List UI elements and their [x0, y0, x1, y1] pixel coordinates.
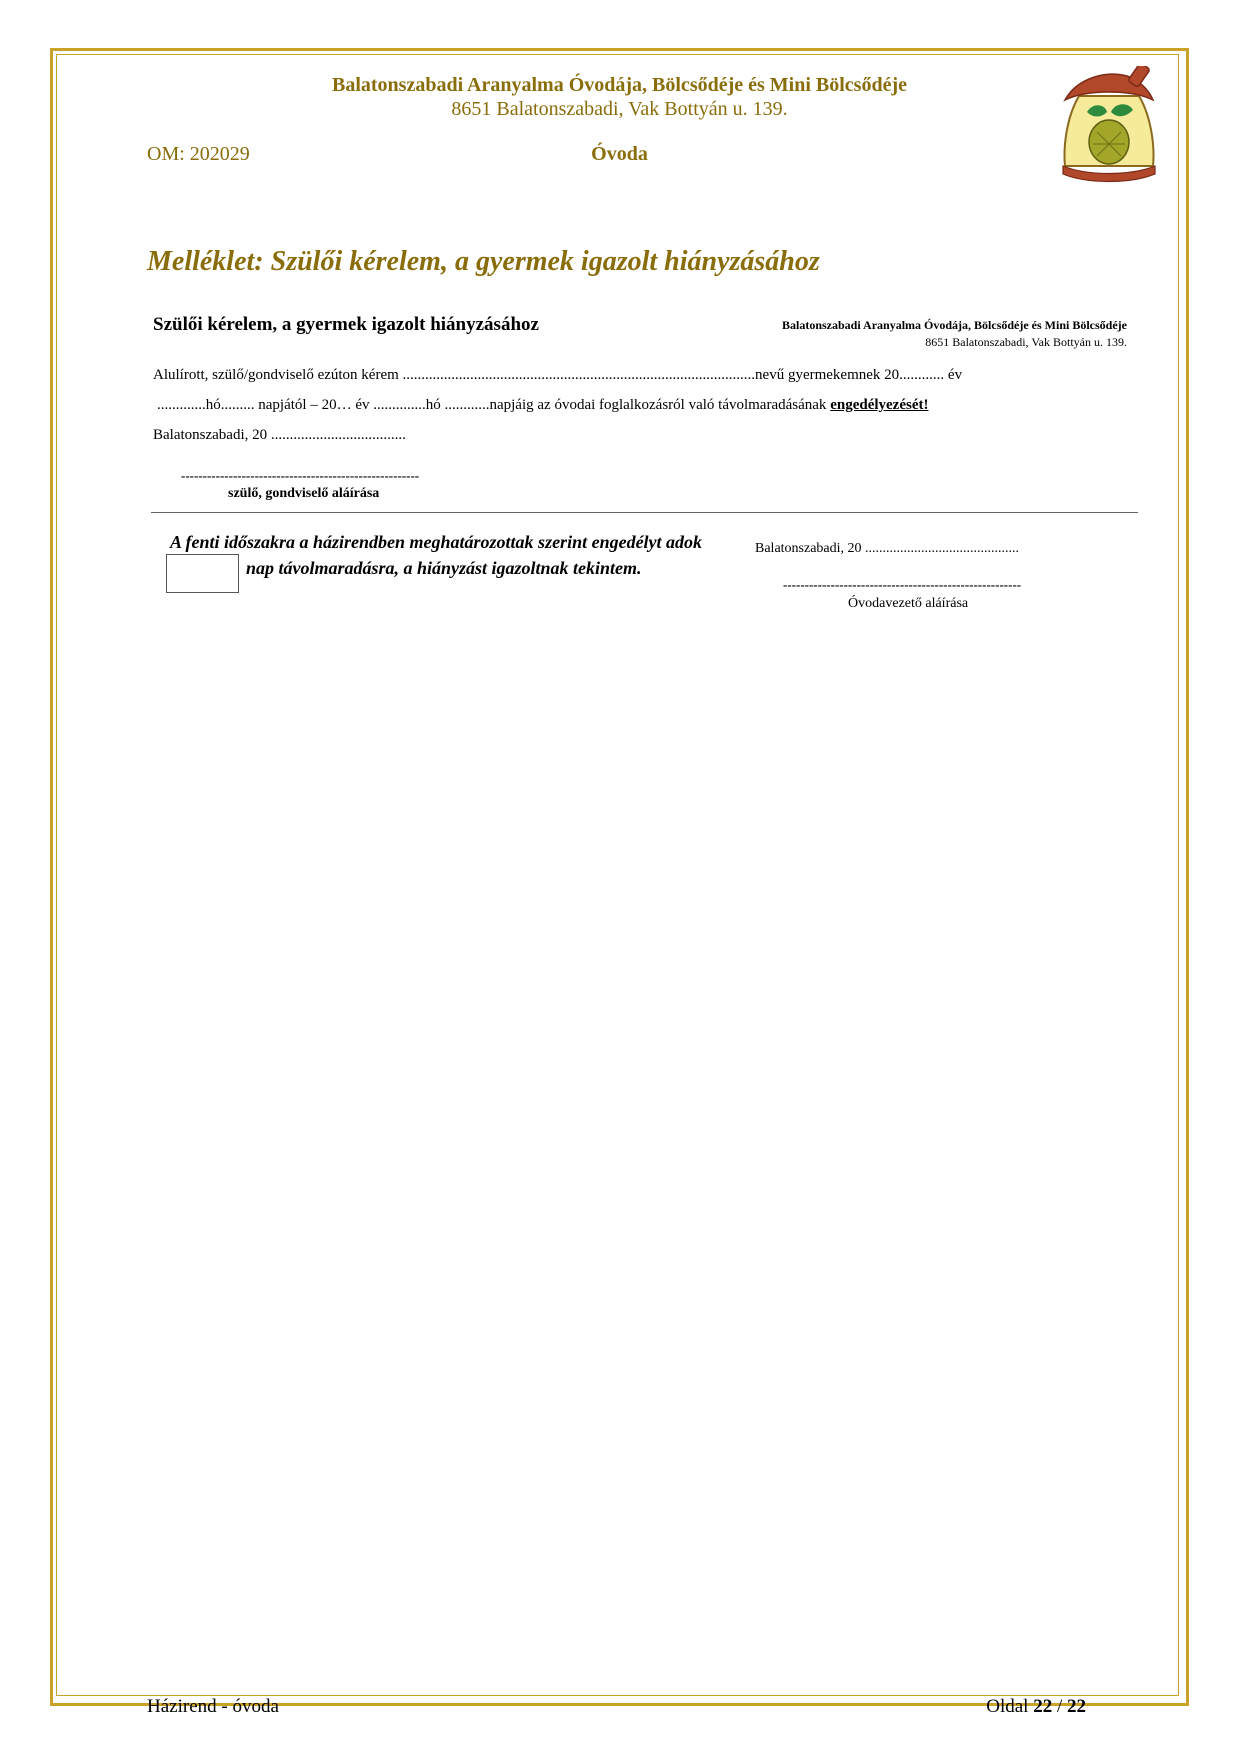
- director-signature-line: -------------------------------------------------------: [783, 577, 1022, 592]
- document-title: Melléklet: Szülői kérelem, a gyermek igazolt hiányzásához: [147, 246, 820, 277]
- footer-page-number: [986, 1696, 1086, 1718]
- unit-label: Óvoda: [591, 143, 648, 165]
- section-divider: [151, 512, 1138, 513]
- header-address: 8651 Balatonszabadi, Vak Bottyán u. 139.: [451, 98, 788, 120]
- parent-signature-line: -------------------------------------------------------: [181, 468, 420, 483]
- footer-document-name: Házirend - óvoda: [147, 1696, 279, 1717]
- request-line-1: Alulírott, szülő/gondviselő ezúton kérem ..............................................................................................nevű gyermekemnek 20............ év: [153, 367, 963, 383]
- golden-apple-crest-icon: [1057, 66, 1161, 184]
- page-current: 22: [1033, 1696, 1053, 1717]
- parent-signature-label: szülő, gondviselő aláírása: [228, 486, 380, 501]
- approval-line-1: A fenti időszakra a házirendben meghatározottak szerint engedélyt adok: [170, 532, 703, 552]
- approval-date-line: Balatonszabadi, 20 ............................................: [755, 541, 1020, 556]
- request-line-2-text: .............hó......... napjától – 20… év ..............hó ............napjáig az óvodai foglalkozásról való távolmaradásának: [157, 397, 831, 413]
- request-emphasis: engedélyezését!: [830, 397, 929, 413]
- request-line-2: [157, 397, 928, 414]
- place-date-line: Balatonszabadi, 20 ....................................: [153, 427, 406, 443]
- header-institution: Balatonszabadi Aranyalma Óvodája, Bölcsődéje és Mini Bölcsődéje: [332, 74, 907, 96]
- page-separator: /: [1052, 1696, 1067, 1717]
- page-border-inner: [56, 54, 1179, 1696]
- approval-line-2: nap távolmaradásra, a hiányzást igazoltnak tekintem.: [246, 558, 642, 578]
- form-address: 8651 Balatonszabadi, Vak Bottyán u. 139.: [925, 335, 1127, 349]
- days-input-box[interactable]: [166, 554, 239, 593]
- director-signature-label: Óvodavezető aláírása: [848, 596, 969, 611]
- om-number: OM: 202029: [147, 143, 250, 165]
- form-institution: Balatonszabadi Aranyalma Óvodája, Bölcsődéje és Mini Bölcsődéje: [782, 318, 1127, 332]
- page-total: 22: [1067, 1696, 1086, 1717]
- page-prefix: Oldal: [986, 1696, 1034, 1717]
- form-title: Szülői kérelem, a gyermek igazolt hiányzásához: [153, 314, 539, 335]
